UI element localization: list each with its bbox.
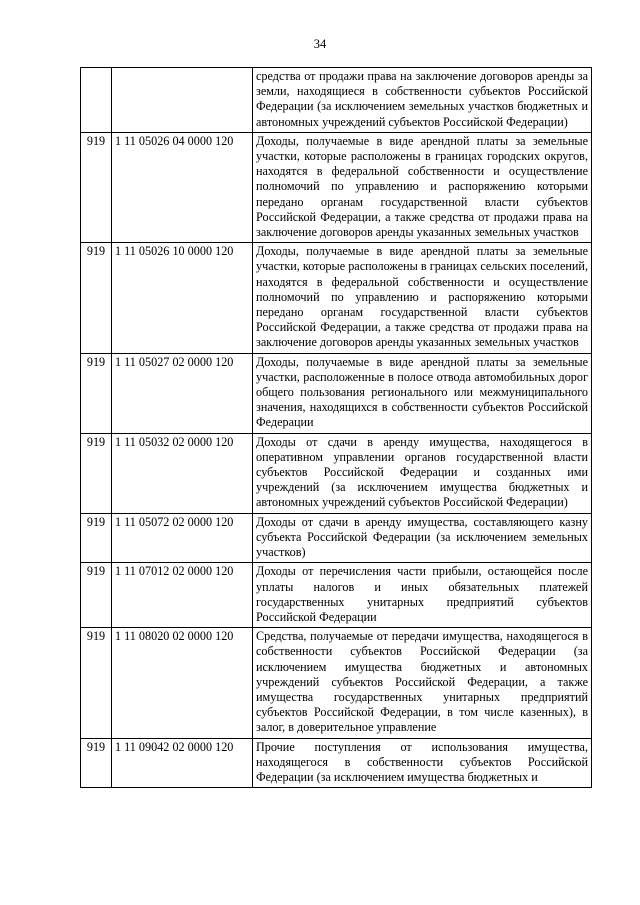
revenue-code-cell: 1 11 05072 02 0000 120 [112,513,253,563]
admin-code-cell [81,68,112,133]
admin-code-cell: 919 [81,738,112,788]
revenue-code-cell: 1 11 05032 02 0000 120 [112,433,253,513]
admin-code-cell: 919 [81,628,112,738]
page-number: 34 [313,37,327,51]
admin-code-cell: 919 [81,563,112,628]
page-bottom-margin [0,846,640,905]
revenue-code-cell [112,68,253,133]
revenue-description-cell: Прочие поступления от использования имущества, находящегося в собственности субъектов Российской Федерации (за исключением имущества бюджетных и [253,738,592,788]
table-row [81,243,592,353]
table-row [81,628,592,738]
revenue-description-cell: Доходы от перечисления части прибыли, остающейся после уплаты налогов и иных обязательных платежей государственных унитарных предприятий субъектов Российской Федерации [253,563,592,628]
table-row [81,738,592,788]
table-body [81,68,592,788]
revenue-description-cell: Доходы, получаемые в виде арендной платы за земельные участки, расположенные в полосе отвода автомобильных дорог общего пользования регионального или межмуниципального значения, находящихся в собственности субъектов Российской Федерации [253,353,592,433]
revenue-code-cell: 1 11 05026 04 0000 120 [112,132,253,242]
admin-code-cell: 919 [81,513,112,563]
admin-code-cell: 919 [81,243,112,353]
admin-code-cell: 919 [81,433,112,513]
admin-code-cell: 919 [81,353,112,433]
revenue-code-cell: 1 11 09042 02 0000 120 [112,738,253,788]
table-row [81,433,592,513]
revenue-code-cell: 1 11 05026 10 0000 120 [112,243,253,353]
revenue-description-cell: Доходы, получаемые в виде арендной платы за земельные участки, которые расположены в границах городских округов, находятся в федеральной собственности и осуществление полномочий по управлению и распоряжению которыми передано органам государственной власти субъектов Российской Федерации, а также средства от продажи права на заключение договоров аренды указанных земельных участков [253,132,592,242]
revenue-description-cell: Средства, получаемые от передачи имущества, находящегося в собственности субъектов Российской Федерации (за исключением имущества бюджетных и автономных учреждений субъектов Российской Федерации, а также имущества государственных унитарных предприятий субъектов Российской Федерации, в том числе казенных), в залог, в доверительное управление [253,628,592,738]
table-row [81,513,592,563]
table-row [81,68,592,133]
revenue-codes-table [80,67,592,788]
revenue-code-cell: 1 11 05027 02 0000 120 [112,353,253,433]
table-row [81,132,592,242]
revenue-description-cell: Доходы, получаемые в виде арендной платы за земельные участки, которые расположены в границах сельских поселений, находятся в федеральной собственности и осуществление полномочий по управлению и распоряжению которыми передано органам государственной власти субъектов Российской Федерации, а также средства от продажи права на заключение договоров аренды указанных земельных участков [253,243,592,353]
revenue-code-cell: 1 11 08020 02 0000 120 [112,628,253,738]
revenue-code-cell: 1 11 07012 02 0000 120 [112,563,253,628]
revenue-description-cell: Доходы от сдачи в аренду имущества, находящегося в оперативном управлении органов государственной власти субъектов Российской Федерации и созданных ими учреждений (за исключением имущества бюджетных и автономных учреждений субъектов Российской Федерации) [253,433,592,513]
revenue-description-cell: Доходы от сдачи в аренду имущества, составляющего казну субъекта Российской Федерации (за исключением земельных участков) [253,513,592,563]
revenue-description-cell: средства от продажи права на заключение договоров аренды за земли, находящиеся в собственности субъектов Российской Федерации (за исключением земельных участков бюджетных и автономных учреждений субъектов Российской Федерации) [253,68,592,133]
admin-code-cell: 919 [81,132,112,242]
table-row [81,563,592,628]
table-row [81,353,592,433]
